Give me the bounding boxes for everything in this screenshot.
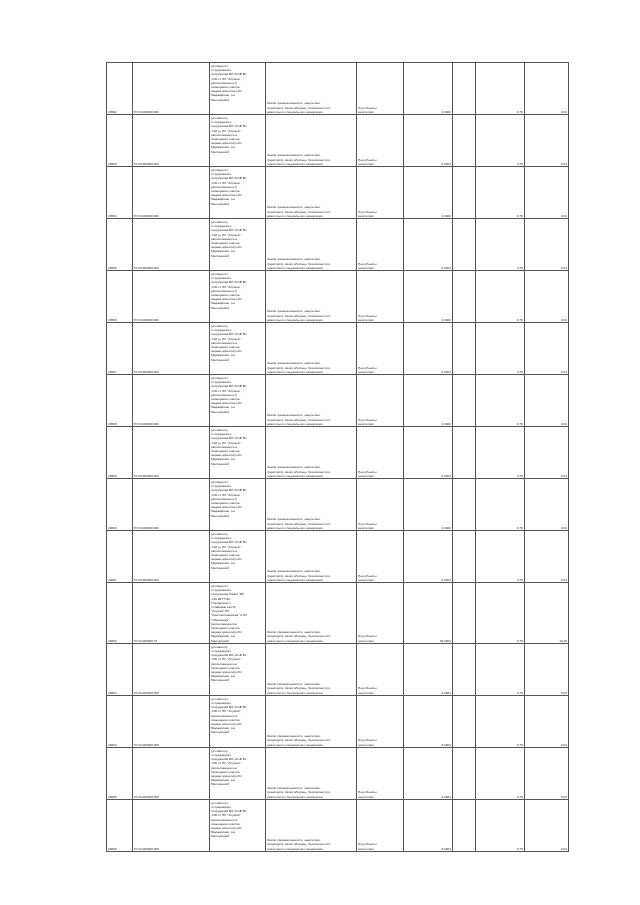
land-parcels-table [106,62,569,852]
object-description-cell: (условного) отчуждаемого сооружения ВЛ-10 кВ Вп -100 от ПС "Алушка", расположенного в помещении участка задана ориентир обл. Маджарская, р-н Малорецкий [210,323,266,375]
area-cell: 0,0004 [404,63,453,115]
tax-rate-cell: 0,75 [476,643,525,695]
tax-rate-cell: 0,75 [476,531,525,583]
area-cell: 0,0004 [404,219,453,271]
land-category-cell: Земли промышленности, энергетики, транспорта, связи обороны, безопасности и земли иного специального назначения [266,375,357,427]
permitted-use-cell: Под объекты энергетики [357,583,404,644]
cadastral-number-cell: 57:04:000000:000 [133,531,210,583]
area-cell: 0,0004 [404,271,453,323]
row-id-cell: 29592 [107,63,133,115]
land-category-cell: Земли промышленности, энергетики, транспорта, связи обороны, безопасности и земли иного специального назначения [266,63,357,115]
tax-amount-cell: 0,04 [525,375,569,427]
permitted-use-cell: Под объекты энергетики [357,219,404,271]
permitted-use-cell: Под объекты энергетики [357,747,404,799]
tax-amount-cell: 16,45 [525,583,569,644]
object-description-cell: (условного) отчуждаемого сооружения ВЛ-10 кВ Вп -100 от ПС "Алушка", расположенного в помещении участка задана ориентир обл. Маджарская, р-н Малорецкий [210,115,266,167]
tax-rate-cell: 0,75 [476,271,525,323]
empty-cell [453,643,476,695]
cadastral-number-cell: 57:04:000000:000 [133,167,210,219]
area-cell: 30,0004 [404,583,453,644]
table-row [107,63,569,115]
tax-rate-cell: 0,75 [476,695,525,747]
cadastral-number-cell: 57:04:000000:000 [133,747,210,799]
tax-amount-cell: 0,04 [525,219,569,271]
area-cell: 0,0004 [404,695,453,747]
tax-amount-cell: 0,04 [525,115,569,167]
cadastral-number-cell: 57:04:000000:000 [133,695,210,747]
tax-rate-cell: 0,75 [476,63,525,115]
land-category-cell: Земли промышленности, энергетики, транспорта, связи обороны, безопасности и земли иного специального назначения [266,167,357,219]
land-category-cell: Земли промышленности, энергетики, транспорта, связи обороны, безопасности и земли иного специального назначения [266,747,357,799]
land-category-cell: Земли промышленности, энергетики, транспорта, связи обороны, безопасности и земли иного специального назначения [266,799,357,851]
permitted-use-cell: Под объекты энергетики [357,799,404,851]
table-row [107,375,569,427]
object-description-cell: (условного) отчуждаемого сооружения ВЛ-10 кВ Вп -100 от ПС "Алушка", расположенного в помещении участка задана ориентир обл. Маджарская, р-н Малорецкий [210,643,266,695]
empty-cell [453,695,476,747]
object-description-cell: (условного) отчуждаемого сооружения ВЛ-10 кВ Вп -100 от ПС "Алушка", расположенного в помещении участка задана ориентир обл. Маджарская, р-н Малорецкий [210,479,266,531]
row-id-cell: 29599 [107,427,133,479]
empty-cell [453,531,476,583]
row-id-cell: 29594 [107,167,133,219]
tax-rate-cell: 0,75 [476,167,525,219]
land-category-cell: Земли промышленности, энергетики, транспорта, связи обороны, безопасности и земли иного специального назначения [266,643,357,695]
area-cell: 0,0004 [404,323,453,375]
tax-amount-cell: 0,04 [525,167,569,219]
cadastral-number-cell: 57:04:000000:000 [133,427,210,479]
row-id-cell: 29601 [107,531,133,583]
tax-amount-cell: 0,04 [525,643,569,695]
area-cell: 0,0004 [404,643,453,695]
object-description-cell: (условного) отчуждаемого сооружения ВЛ-10 кВ Вп -100 от ПС "Алушка", расположенного в помещении участка задана ориентир обл. Маджарская, р-н Малорецкий [210,427,266,479]
tax-rate-cell: 0,75 [476,747,525,799]
object-description-cell: (условного) отчуждаемого сооружения ВЛ-10 кВ Вп -100 от ПС "Алушка", расположенного в помещении участка задана ориентир обл. Маджарская, р-н Малорецкий [210,271,266,323]
row-id-cell: 29604 [107,695,133,747]
object-description-cell: (условного) отчуждаемого сооружения Линия "ВЛ -110 кВ"ГТЭС Ульхинская" с отпайками на ПС "Алушка" ПС "Константиновская" и ПС "Обрановка", расположенного в помещении участка задана ориентир обл. Маджарская, р-н Малорецкий [210,583,266,644]
permitted-use-cell: Под объекты энергетики [357,531,404,583]
empty-cell [453,747,476,799]
area-cell: 0,0004 [404,427,453,479]
permitted-use-cell: Под объекты энергетики [357,167,404,219]
permitted-use-cell: Под объекты энергетики [357,643,404,695]
permitted-use-cell: Под объекты энергетики [357,375,404,427]
empty-cell [453,219,476,271]
permitted-use-cell: Под объекты энергетики [357,115,404,167]
tax-amount-cell: 0,04 [525,63,569,115]
permitted-use-cell: Под объекты энергетики [357,63,404,115]
empty-cell [453,167,476,219]
empty-cell [453,271,476,323]
row-id-cell: 29602 [107,583,133,644]
tax-rate-cell: 0,75 [476,479,525,531]
permitted-use-cell: Под объекты энергетики [357,271,404,323]
tax-rate-cell: 0,75 [476,375,525,427]
object-description-cell: (условного) отчуждаемого сооружения ВЛ-10 кВ Вп -100 от ПС "Алушка", расположенного в помещении участка задана ориентир обл. Маджарская, р-н Малорецкий [210,531,266,583]
empty-cell [453,323,476,375]
row-id-cell: 29603 [107,643,133,695]
object-description-cell: (условного) отчуждаемого сооружения ВЛ-10 кВ Вп -100 от ПС "Алушка", расположенного в помещении участка задана ориентир обл. Маджарская, р-н Малорецкий [210,695,266,747]
object-description-cell: (условного) отчуждаемого сооружения ВЛ-10 кВ Вп -100 от ПС "Алушка", расположенного в помещении участка задана ориентир обл. Маджарская, р-н Малорецкий [210,747,266,799]
row-id-cell: 29596 [107,271,133,323]
permitted-use-cell: Под объекты энергетики [357,479,404,531]
row-id-cell: 29598 [107,375,133,427]
tax-rate-cell: 0,75 [476,583,525,644]
object-description-cell: (условного) отчуждаемого сооружения ВЛ-10 кВ Вп -100 от ПС "Алушка", расположенного в помещении участка задана ориентир обл. Маджарская, р-н Малорецкий [210,375,266,427]
table-row [107,219,569,271]
land-category-cell: Земли промышленности, энергетики, транспорта, связи обороны, безопасности и земли иного специального назначения [266,271,357,323]
permitted-use-cell: Под объекты энергетики [357,323,404,375]
object-description-cell: (условного) отчуждаемого сооружения ВЛ-10 кВ Вп -100 от ПС "Алушка", расположенного в помещении участка задана ориентир обл. Маджарская, р-н Малорецкий [210,63,266,115]
tax-amount-cell: 0,04 [525,531,569,583]
cadastral-number-cell: 57:04:000000:000 [133,323,210,375]
land-category-cell: Земли промышленности, энергетики, транспорта, связи обороны, безопасности и земли иного специального назначения [266,695,357,747]
empty-cell [453,583,476,644]
empty-cell [453,479,476,531]
cadastral-number-cell: 57:04:000000:000 [133,799,210,851]
row-id-cell: 29600 [107,479,133,531]
land-category-cell: Земли промышленности, энергетики, транспорта, связи обороны, безопасности и земли иного специального назначения [266,219,357,271]
table-row [107,583,569,644]
table-row [107,271,569,323]
land-category-cell: Земли промышленности, энергетики, транспорта, связи обороны, безопасности и земли иного специального назначения [266,479,357,531]
empty-cell [453,799,476,851]
table-row [107,643,569,695]
table-row [107,695,569,747]
table-body [107,63,569,852]
area-cell: 0,0004 [404,479,453,531]
land-category-cell: Земли промышленности, энергетики, транспорта, связи обороны, безопасности и земли иного специального назначения [266,427,357,479]
land-category-cell: Земли промышленности, энергетики, транспорта, связи обороны, безопасности и земли иного специального назначения [266,323,357,375]
tax-amount-cell: 0,04 [525,479,569,531]
cadastral-number-cell: 57:04:000000:000 [133,479,210,531]
table-row [107,531,569,583]
tax-amount-cell: 0,04 [525,747,569,799]
table-row [107,167,569,219]
cadastral-number-cell: 57:04:000000:000 [133,219,210,271]
table-row [107,323,569,375]
area-cell: 0,0004 [404,375,453,427]
cadastral-number-cell: 57:04:000000:000 [133,375,210,427]
row-id-cell: 29605 [107,747,133,799]
tax-amount-cell: 0,04 [525,323,569,375]
tax-amount-cell: 0,04 [525,695,569,747]
cadastral-number-cell: 57:04:000000:000 [133,115,210,167]
tax-rate-cell: 0,75 [476,799,525,851]
tax-rate-cell: 0,75 [476,219,525,271]
table-row [107,799,569,851]
tax-rate-cell: 0,75 [476,323,525,375]
cadastral-number-cell: 57:04:000000:76 [133,583,210,644]
area-cell: 0,0004 [404,747,453,799]
area-cell: 0,0004 [404,167,453,219]
permitted-use-cell: Под объекты энергетики [357,695,404,747]
empty-cell [453,375,476,427]
row-id-cell: 29597 [107,323,133,375]
object-description-cell: (условного) отчуждаемого сооружения ВЛ-10 кВ Вп -100 от ПС "Алушка", расположенного в помещении участка задана ориентир обл. Маджарская, р-н Малорецкий [210,799,266,851]
row-id-cell: 29606 [107,799,133,851]
cadastral-number-cell: 57:04:000000:000 [133,643,210,695]
row-id-cell: 29595 [107,219,133,271]
tax-rate-cell: 0,75 [476,115,525,167]
cadastral-number-cell: 57:04:000000:000 [133,63,210,115]
area-cell: 0,0004 [404,115,453,167]
table-row [107,479,569,531]
land-category-cell: Земли промышленности, энергетики, транспорта, связи обороны, безопасности и земли иного специального назначения [266,583,357,644]
tax-amount-cell: 0,04 [525,271,569,323]
empty-cell [453,427,476,479]
area-cell: 0,0004 [404,531,453,583]
object-description-cell: (условного) отчуждаемого сооружения ВЛ-10 кВ Вп -100 от ПС "Алушка", расположенного в помещении участка задана ориентир обл. Маджарская, р-н Малорецкий [210,219,266,271]
object-description-cell: (условного) отчуждаемого сооружения ВЛ-10 кВ Вп -100 от ПС "Алушка", расположенного в помещении участка задана ориентир обл. Маджарская, р-н Малорецкий [210,167,266,219]
empty-cell [453,63,476,115]
area-cell: 0,0004 [404,799,453,851]
permitted-use-cell: Под объекты энергетики [357,427,404,479]
table-row [107,427,569,479]
row-id-cell: 29593 [107,115,133,167]
land-category-cell: Земли промышленности, энергетики, транспорта, связи обороны, безопасности и земли иного специального назначения [266,115,357,167]
tax-rate-cell: 0,75 [476,427,525,479]
table-row [107,115,569,167]
cadastral-number-cell: 57:04:000000:000 [133,271,210,323]
empty-cell [453,115,476,167]
tax-amount-cell: 0,04 [525,427,569,479]
land-category-cell: Земли промышленности, энергетики, транспорта, связи обороны, безопасности и земли иного специального назначения [266,531,357,583]
tax-amount-cell: 0,04 [525,799,569,851]
table-row [107,747,569,799]
